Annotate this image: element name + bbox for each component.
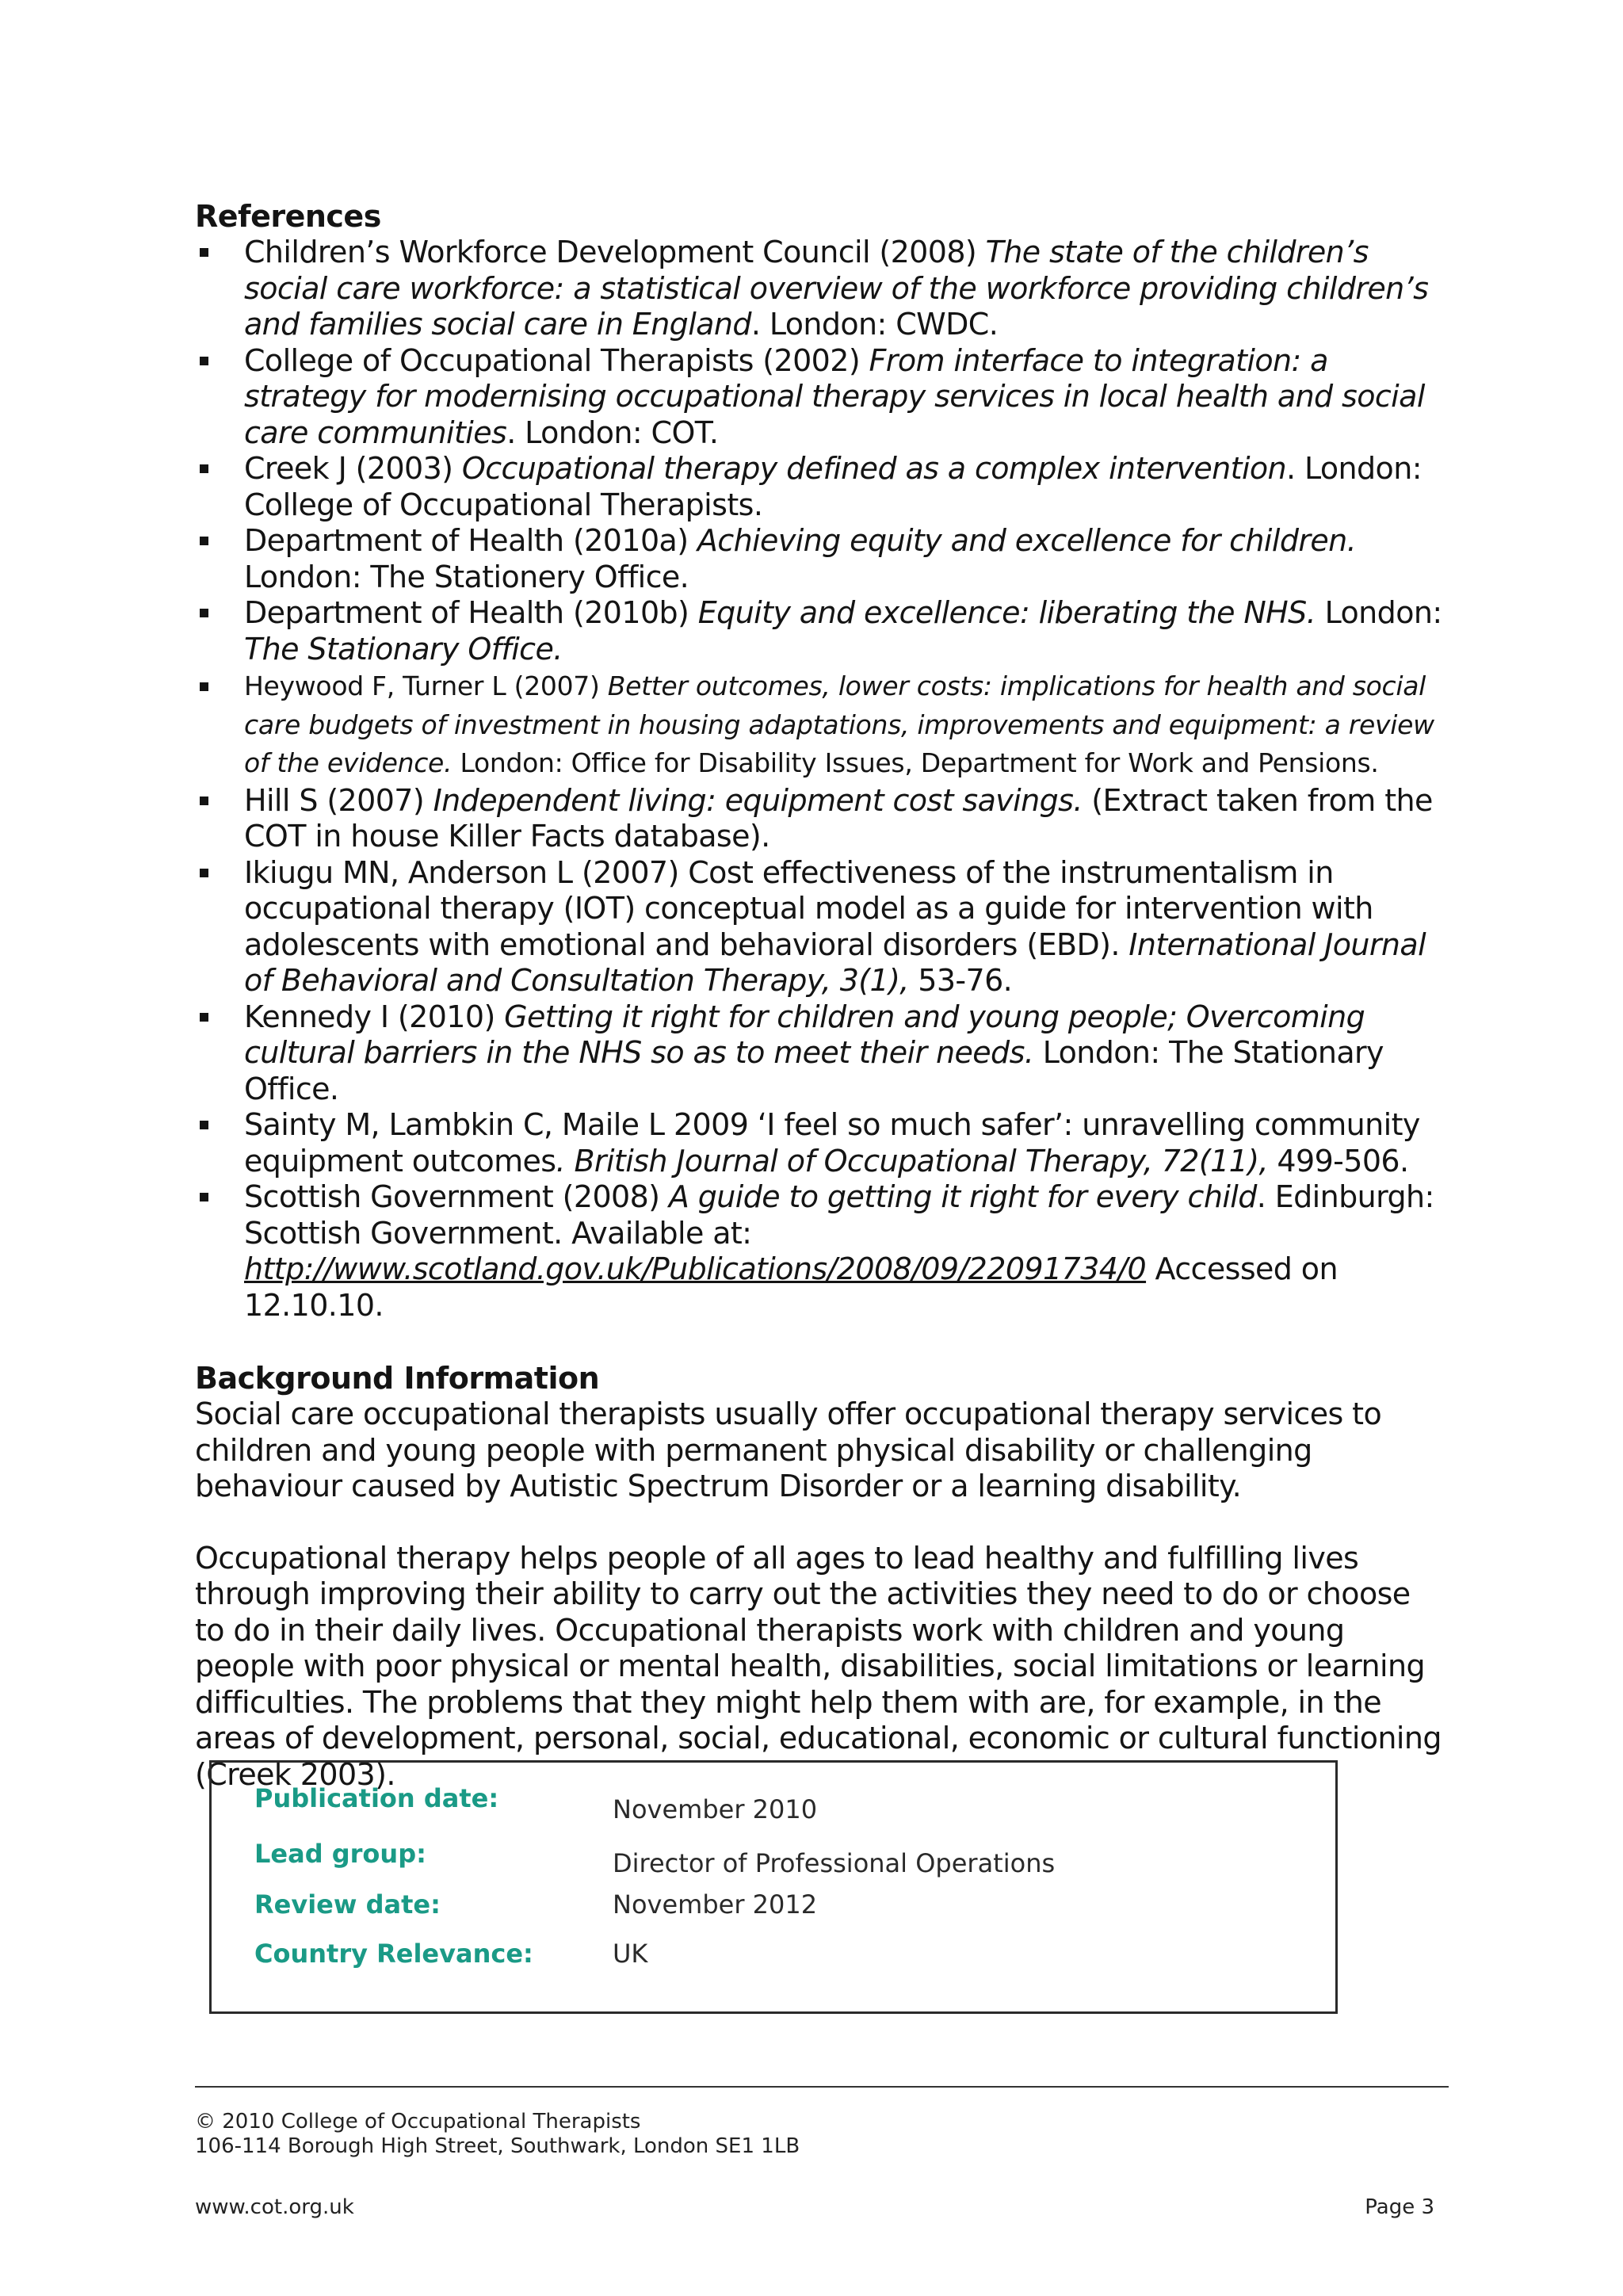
country-relevance-label: Country Relevance: — [254, 1939, 533, 1969]
review-date-label: Review date: — [254, 1889, 441, 1920]
country-relevance-value: UK — [613, 1939, 648, 1969]
page-number: Page 3 — [1365, 2195, 1434, 2219]
reference-item: Department of Health (2010a) Achieving equity and excellence for children. London: The Stationery Office. — [195, 523, 1447, 595]
footer-divider — [195, 2086, 1449, 2088]
background-heading: Background Information — [195, 1361, 600, 1396]
document-body — [195, 198, 1447, 1793]
square-bullet-icon — [200, 537, 208, 545]
footer-website-link[interactable]: www.cot.org.uk — [195, 2195, 354, 2219]
square-bullet-icon — [200, 609, 208, 617]
references-list — [195, 235, 1447, 1324]
reference-item: Children’s Workforce Development Council (2008) The state of the children’s social care workforce: a statistical overview of the workforce providing children’s and families social care in England. London: CWDC. — [195, 235, 1447, 343]
footer-address: 106-114 Borough High Street, Southwark, London SE1 1LB — [195, 2134, 800, 2158]
lead-group-label: Lead group: — [254, 1839, 426, 1869]
reference-item: Scottish Government (2008) A guide to getting it right for every child. Edinburgh: Scottish Government. Available at: http://www.scotland.gov.uk/Publications/2008/09/22091734/0 Accessed on 12.10.10. — [195, 1179, 1447, 1324]
reference-item: Sainty M, Lambkin C, Maile L 2009 ‘I feel so much safer’: unravelling community equipment outcomes. British Journal of Occupational Therapy, 72(11), 499-506. — [195, 1107, 1447, 1179]
publication-date-label: Publication date: — [254, 1783, 499, 1813]
footer-copyright: © 2010 College of Occupational Therapists — [195, 2110, 641, 2134]
square-bullet-icon — [200, 869, 208, 877]
scotland-gov-link[interactable]: http://www.scotland.gov.uk/Publications/2008/09/22091734/0 — [244, 1251, 1147, 1286]
background-paragraph: Occupational therapy helps people of all ages to lead healthy and fulfilling lives through improving their ability to carry out the activities they need to do or choose to do in their daily lives. Occupational therapists work with children and young people with poor physical or mental health, disabilities, social limitations or learning difficulties. The problems that they might help them with are, for example, in the areas of development, personal, social, educational, economic or cultural functioning (Creek 2003). — [195, 1540, 1442, 1792]
lead-group-value: Director of Professional Operations — [613, 1848, 1056, 1878]
square-bullet-icon — [200, 1013, 208, 1022]
square-bullet-icon — [200, 1193, 208, 1201]
references-heading: References — [195, 199, 381, 234]
background-paragraph: Social care occupational therapists usually offer occupational therapy services to children and young people with permanent physical disability or challenging behaviour caused by Autistic Spectrum Disorder or a learning disability. — [195, 1396, 1382, 1503]
publication-date-value: November 2010 — [613, 1794, 818, 1824]
square-bullet-icon — [200, 357, 208, 365]
reference-item: Hill S (2007) Independent living: equipment cost savings. (Extract taken from the COT in house Killer Facts database). — [195, 783, 1447, 855]
review-date-value: November 2012 — [613, 1889, 818, 1920]
square-bullet-icon — [200, 1121, 208, 1129]
square-bullet-icon — [200, 464, 208, 473]
reference-item: Kennedy I (2010) Getting it right for children and young people; Overcoming cultural barriers in the NHS so as to meet their needs. London: The Stationary Office. — [195, 999, 1447, 1108]
reference-item: Ikiugu MN, Anderson L (2007) Cost effectiveness of the instrumentalism in occupational therapy (IOT) conceptual model as a guide for intervention with adolescents with emotional and behavioral disorders (EBD). International Journal of Behavioral and Consultation Therapy, 3(1), 53-76. — [195, 855, 1447, 999]
publication-info-box — [209, 1760, 1338, 2014]
reference-item: College of Occupational Therapists (2002) From interface to integration: a strategy for modernising occupational therapy services in local health and social care communities. London: COT. — [195, 343, 1447, 452]
square-bullet-icon — [200, 682, 208, 691]
square-bullet-icon — [200, 797, 208, 805]
square-bullet-icon — [200, 248, 208, 257]
reference-item: Heywood F, Turner L (2007) Better outcomes, lower costs: implications for health and social care budgets of investment in housing adaptations, improvements and equipment: a review of the evidence. London: Office for Disability Issues, Department for Work and Pensions. — [195, 667, 1447, 783]
reference-item: Creek J (2003) Occupational therapy defined as a complex intervention. London: College of Occupational Therapists. — [195, 451, 1447, 523]
reference-item: Department of Health (2010b) Equity and excellence: liberating the NHS. London: The Stationary Office. — [195, 595, 1447, 667]
